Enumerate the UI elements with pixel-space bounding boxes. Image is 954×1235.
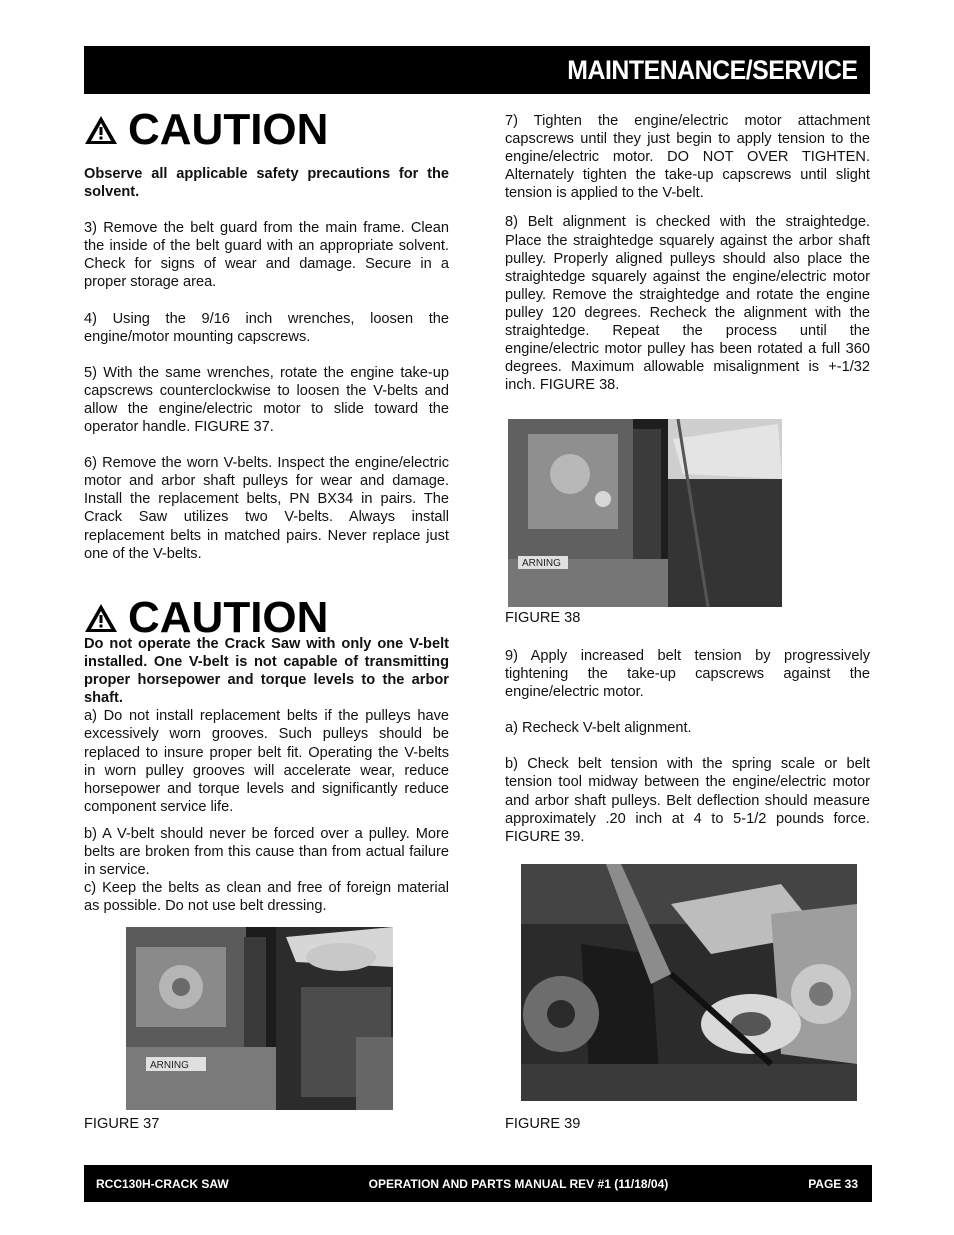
caution-heading-1	[84, 105, 449, 154]
right-text-bottom	[505, 647, 870, 846]
step-4-paragraph: 4) Using the 9/16 inch wrenches, loosen the engine/motor mounting capscrews.	[84, 310, 449, 345]
section-title: MAINTENANCE/SERVICE	[567, 54, 858, 85]
step-9a-paragraph: a) Recheck V-belt alignment.	[505, 720, 692, 737]
note-c-paragraph: c) Keep the belts as clean and free of foreign material as possible. Do not use belt dressing.	[84, 880, 449, 915]
caution-block-2	[84, 593, 449, 642]
figure-37-photo	[126, 927, 393, 1110]
caution-title-1: CAUTION	[128, 105, 329, 154]
warning-decal-text: ARNING	[522, 558, 561, 569]
step-6-paragraph: 6) Remove the worn V-belts. Inspect the engine/electric motor and arbor shaft pulleys for wear and damage. Install the replacement belts, PN BX34 in pairs. The Crack Saw utilizes two V-belts. Always install replacement belts in matched pairs. Never replace just one of the V-belts.	[84, 455, 449, 562]
figure-39-photo	[521, 864, 857, 1101]
caution-heading-2	[84, 593, 449, 642]
solvent-safety-note: Observe all applicable safety precautions for the solvent.	[84, 166, 449, 201]
section-header-bar	[84, 46, 870, 94]
note-a-paragraph: a) Do not install replacement belts if the pulleys have excessively worn grooves. Such pulleys should be replaced to insure proper belt fit. Operating the V-belts in worn pulley grooves will accelerate wear, reduce horsepower and torque levels and significantly reduce component service life.	[84, 708, 449, 815]
footer-model: RCC130H-CRACK SAW	[96, 1176, 229, 1191]
figure-39-caption: FIGURE 39	[505, 1116, 581, 1132]
figure-38-caption: FIGURE 38	[505, 610, 581, 626]
step-5-paragraph: 5) With the same wrenches, rotate the engine take-up capscrews counterclockwise to loosen the V-belts and allow the engine/electric motor to slide toward the operator handle. FIGURE 37.	[84, 364, 449, 436]
left-text-bottom	[84, 635, 449, 915]
single-belt-warning: Do not operate the Crack Saw with only one V-belt installed. One V-belt is not capable of transmitting proper horsepower and torque levels to the arbor shaft.	[84, 636, 449, 707]
step-7-paragraph: 7) Tighten the engine/electric motor attachment capscrews until they just begin to apply tension to the engine/electric motor. DO NOT OVER TIGHTEN. Alternately tighten the take-up capscrews until slight tension is applied to the V-belt.	[505, 113, 870, 202]
footer-manual-title: OPERATION AND PARTS MANUAL REV #1 (11/18/04)	[368, 1176, 669, 1191]
step-9b-paragraph: b) Check belt tension with the spring scale or belt tension tool midway between the engine/electric motor and arbor shaft pulleys. Belt deflection should measure approximately .20 inch at 4 to 5-1/2 pounds force. FIGURE 39.	[505, 756, 870, 845]
note-b-paragraph: b) A V-belt should never be forced over a pulley. More belts are broken from this cause than from actual failure in service.	[84, 825, 449, 879]
footer-page-number: PAGE 33	[808, 1176, 858, 1191]
warning-decal-text: ARNING	[150, 1060, 189, 1071]
figure-37-caption: FIGURE 37	[84, 1116, 160, 1132]
right-text-top	[505, 112, 870, 394]
caution-title-2: CAUTION	[128, 593, 329, 642]
warning-triangle-icon	[84, 603, 118, 633]
step-9-paragraph: 9) Apply increased belt tension by progressively tightening the take-up capscrews against the engine/electric motor.	[505, 648, 870, 701]
figure-38-photo	[508, 419, 782, 607]
left-text-top	[84, 165, 449, 563]
step-8-paragraph: 8) Belt alignment is checked with the straightedge. Place the straightedge squarely against the arbor shaft pulley. Properly aligned pulleys should also place the straightedge squarely against the engine/electric motor pulley. Remove the straightedge and rotate the engine pulley 120 degrees. Recheck the alignment with the straightedge. Repeat the process until the engine/electric motor pulley has been rotated a full 360 degrees. Maximum allowable misalignment is +-1/32 inch. FIGURE 38.	[505, 214, 870, 394]
page-footer-bar	[84, 1165, 872, 1202]
warning-triangle-icon	[84, 115, 118, 145]
step-3-paragraph: 3) Remove the belt guard from the main frame. Clean the inside of the belt guard with an appropriate solvent. Check for signs of wear and damage. Secure in a proper storage area.	[84, 220, 449, 291]
caution-block-1	[84, 105, 449, 154]
